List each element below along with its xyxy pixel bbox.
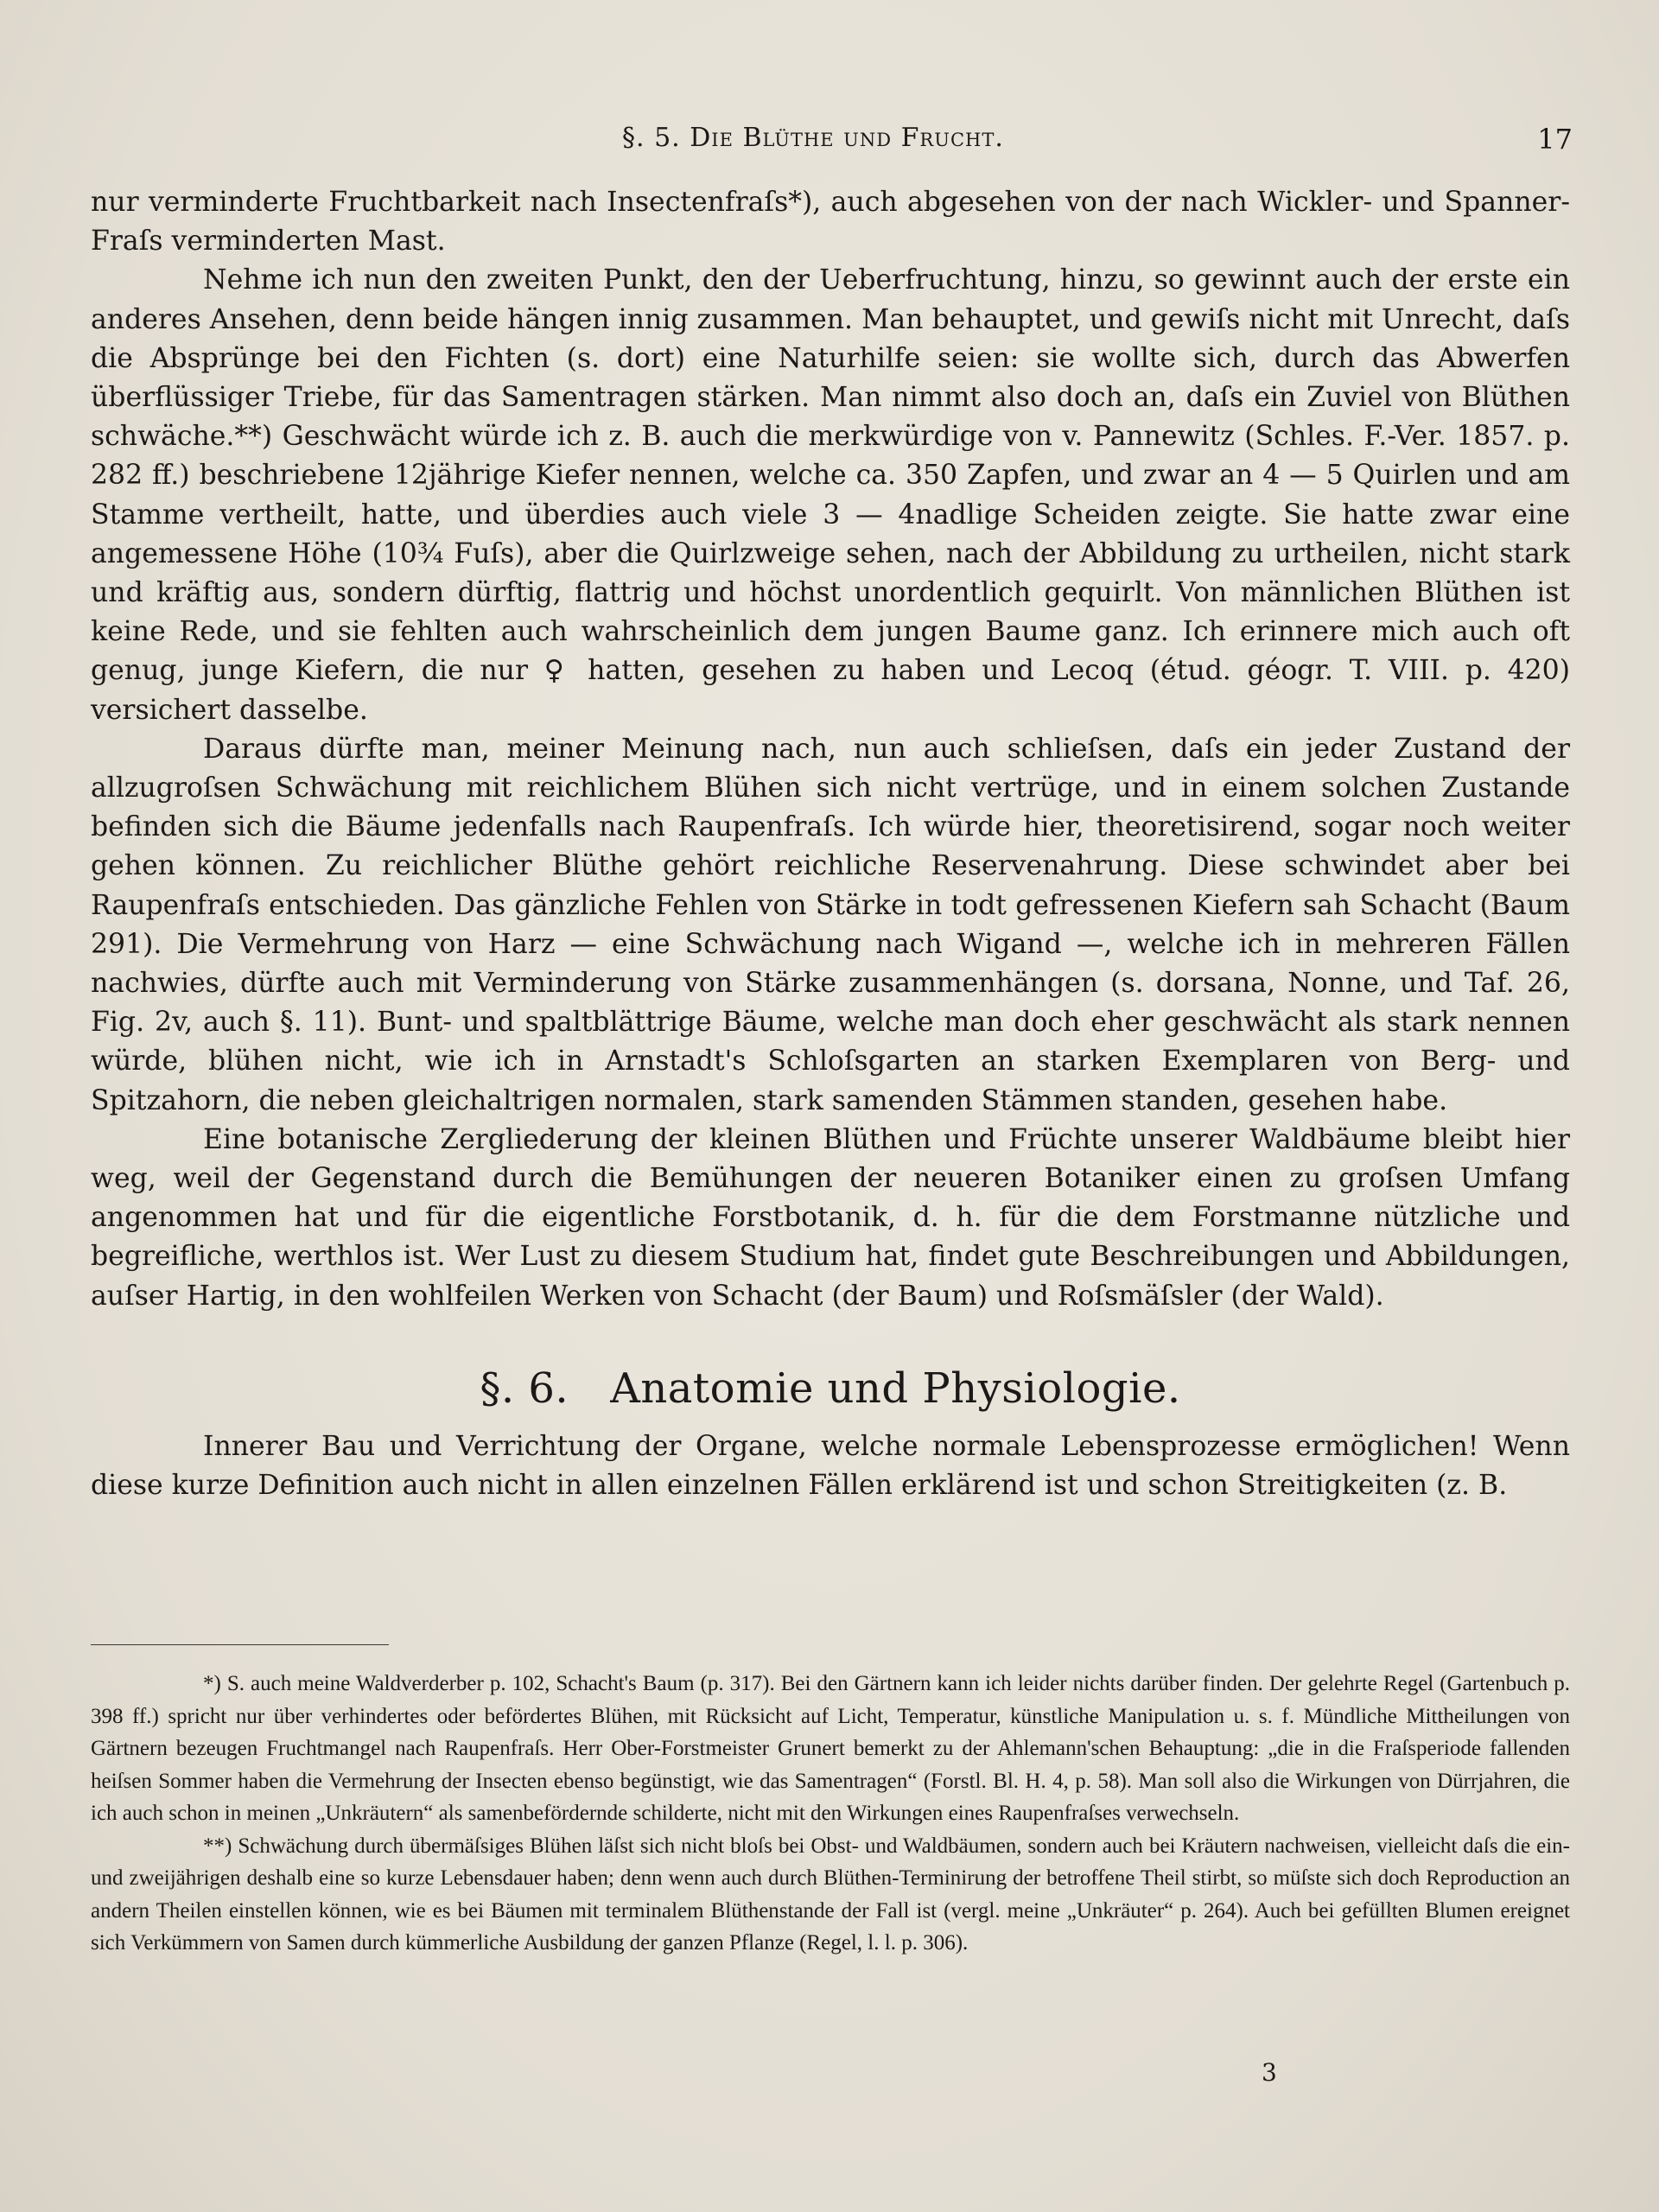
running-head: §. 5. Die Blüthe und Frucht. [622,123,1004,153]
footnote-rule [91,1644,389,1645]
paragraph: Eine botanische Zergliederung der kleinen Blüthen und Früchte unserer Waldbäume bleibt hier weg, weil der Gegenstand durch die Bemühungen der neueren Botaniker einen zu groſsen Umfang angenommen hat und für die eigentliche Forstbotanik, d. h. für die dem Forstmanne nützliche und begreifliche, werthlos ist. Wer Lust zu diesem Studium hat, findet gute Beschreibungen und Abbildungen, auſser Hartig, in den wohlfeilen Werken von Schacht (der Baum) und Roſsmäſsler (der Wald). [91,1123,1570,1312]
page-number: 17 [1537,123,1573,156]
paragraph: Nehme ich nun den zweiten Punkt, den der Ueberfruchtung, hinzu, so gewinnt auch der erste ein anderes Ansehen, denn beide hängen innig zusammen. Man behauptet, und gewiſs nicht mit Unrecht, daſs die Absprünge bei den Fichten (s. dort) eine Naturhilfe seien: sie wollte sich, durch das Abwerfen überflüssiger Triebe, für das Samentragen stärken. Man nimmt also doch an, daſs ein Zuviel von Blüthen schwäche.**) Geschwächt würde ich z. B. auch die merkwürdige von v. Pannewitz (Schles. F.-Ver. 1857. p. 282 ff.) beschriebene 12jährige Kiefer nennen, welche ca. 350 Zapfen, und zwar an 4 — 5 Quirlen und am Stamme vertheilt, hatte, und überdies auch viele 3 — 4nadlige Scheiden zeigte. Sie hatte zwar eine angemessene Höhe (10¾ Fuſs), aber die Quirlzweige sehen, nach der Abbildung zu urtheilen, nicht stark und kräftig aus, sondern dürftig, flattrig und höchst unordentlich gequirlt. Von männlichen Blüthen ist keine Rede, und sie fehlten auch wahrscheinlich dem jungen Baume ganz. Ich erinnere mich auch oft genug, junge Kiefern, die nur ♀ hatten, gesehen zu haben und Lecoq (étud. géogr. T. VIII. p. 420) versichert dasselbe. [91,264,1570,726]
main-text [91,183,1570,1506]
paragraph: Innerer Bau und Verrichtung der Organe, welche normale Lebensprozesse ermöglichen! Wenn diese kurze Definition auch nicht in allen einzelnen Fällen erklärend ist und schon Streitigkeiten (z. B. [91,1431,1570,1502]
section-heading [91,1363,1570,1413]
signature-mark: 3 [1262,2058,1277,2087]
page-header [0,123,1659,157]
footnotes [91,1668,1570,1960]
footnote: **) Schwächung durch übermäſsiges Blühen läſst sich nicht bloſs bei Obst- und Waldbäumen, sondern auch bei Kräutern nachweisen, vielleicht daſs die ein- und zweijährigen deshalb eine so kurze Lebensdauer haben; denn wenn auch durch Blüthen-Terminirung der betroffene Theil stirbt, so müſste sich doch Reproduction an andern Theilen einstellen können, wie es bei Bäumen mit terminalem Blüthenstande der Fall ist (vergl. meine „Unkräuter“ p. 264). Auch bei gefüllten Blumen ereignet sich Verkümmern von Samen durch kümmerliche Ausbildung der ganzen Pflanze (Regel, l. l. p. 306). [91,1834,1570,1955]
paragraph: Daraus dürfte man, meiner Meinung nach, nun auch schlieſsen, daſs ein jeder Zustand der allzugroſsen Schwächung mit reichlichem Blühen sich nicht vertrüge, und in einem solchen Zustande befinden sich die Bäume jedenfalls nach Raupenfraſs. Ich würde hier, theoretisirend, sogar noch weiter gehen können. Zu reichlicher Blüthe gehört reichliche Reservenahrung. Diese schwindet aber bei Raupenfraſs entschieden. Das gänzliche Fehlen von Stärke in todt gefressenen Kiefern sah Schacht (Baum 291). Die Vermehrung von Harz — eine Schwächung nach Wigand —, welche ich in mehreren Fällen nachwies, dürfte auch mit Verminderung von Stärke zusammenhängen (s. dorsana, Nonne, und Taf. 26, Fig. 2v, auch §. 11). Bunt- und spaltblättrige Bäume, welche man doch eher geschwächt als stark nennen würde, blühen nicht, wie ich in Arnstadt's Schloſsgarten an starken Exemplaren von Berg- und Spitzahorn, die neben gleichaltrigen normalen, stark samenden Stämmen standen, gesehen habe. [91,733,1570,1116]
section-number: §. 6. [480,1363,569,1413]
paragraph: nur verminderte Fruchtbarkeit nach Insectenfraſs*), auch abgesehen von der nach Wickler- und Spanner-Fraſs verminderten Mast. [91,187,1570,257]
footnote: *) S. auch meine Waldverderber p. 102, Schacht's Baum (p. 317). Bei den Gärtnern kann ich leider nichts darüber finden. Der gelehrte Regel (Gartenbuch p. 398 ff.) spricht nur über verhindertes oder befördertes Blühen, mit Rücksicht auf Licht, Temperatur, künstliche Manipulation u. s. f. Mündliche Mittheilungen von Gärtnern bezeugen Fruchtmangel nach Raupenfraſs. Herr Ober-Forstmeister Grunert bemerkt zu der Ahlemann'schen Behauptung: „die in die Fraſsperiode fallenden heiſsen Sommer haben die Vermehrung der Insecten ebenso begünstigt, wie das Samentragen“ (Forstl. Bl. H. 4, p. 58). Man soll also die Wirkungen von Dürrjahren, die ich auch schon in meinen „Unkräutern“ als samenbefördernde schilderte, nicht mit den Wirkungen eines Raupenfraſses verwechseln. [91,1672,1570,1825]
section-title: Anatomie und Physiologie. [610,1363,1181,1413]
